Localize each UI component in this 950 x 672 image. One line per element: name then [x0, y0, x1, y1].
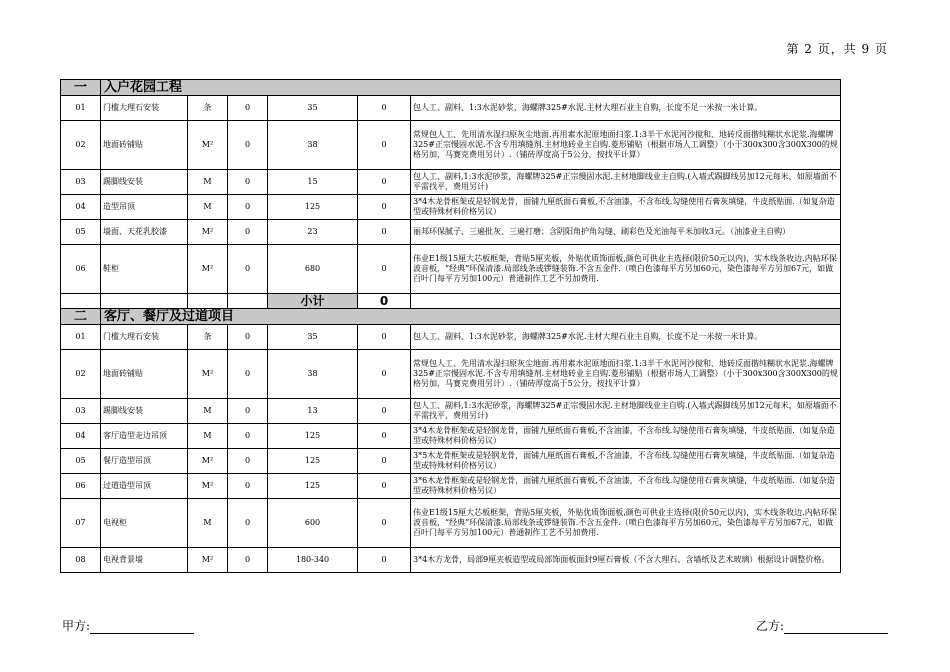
table-row: 01 门槛大理石安装 条 0 35 0 包人工、副料、1:3水泥砂浆，海螺牌325#水泥.主材大理石业主自购，长度不足一米按一米计算。: [61, 325, 841, 350]
party-a-label: 甲方:: [62, 619, 91, 633]
table-row: 04 客厅造型走边吊顶 M 0 125 0 3*4木龙骨框架或是轻钢龙骨，面铺九厘纸面石膏板,不含油漆，不含布线.勾缝使用石膏灰填缝，牛皮纸贴面.（如复杂造型或特殊材料价格另议）: [61, 424, 841, 449]
table-row: 03 踢脚线安装 M 0 13 0 包人工、副料,1:3水泥砂浆，海螺牌325#正宗慢固水泥.主材地脚线业主自购.(入墙式踢脚线另加12元每米，如原墙面不平需找平，费用另计): [61, 399, 841, 424]
table-row: 05 墙面、天花乳胶漆 M² 0 23 0 丽邦环保腻子、三遍批灰、三遍打磨；含阴阳角护角勾缝、刷彩色及光油每平米加收3元。（油漆业主自购）: [61, 220, 841, 245]
table-row: 06 鞋柜 M² 0 680 0 伟业E1级15厘大芯板框架，背贴5厘夹板，外贴优质饰面板,颜色可供业主选择(限价50元以内)，实木线条收边.内帖环保波音板，“经典”环保清漆.局部线条或锣缝装饰.不含五金件.（喷白色漆每平方另加60元，染色漆每平方另加67元，如做百叶门每平方另加100元）普通制作工艺不另加费用.: [61, 245, 841, 294]
subtotal-value: 0: [358, 294, 411, 309]
table-row: 05 餐厅造型吊顶 M² 0 125 0 3*5木龙骨框架或是轻钢龙骨，面铺九厘纸面石膏板,不含油漆，不含布线.勾缝使用石膏灰填缝，牛皮纸贴面.（如复杂造型或特殊材料价格另议）: [61, 449, 841, 474]
subtotal-label: 小计: [268, 294, 358, 309]
table-row: 01 门槛大理石安装 条 0 35 0 包人工、副料、1:3水泥砂浆，海螺牌325#水泥.主材大理石业主自购，长度不足一米按一米计算。: [61, 96, 841, 121]
table-row: 02 地面砖铺贴 M² 0 38 0 常规包人工、先用清水湿扫原灰尘地面.再用素水泥原地面扫浆.1:3半干水泥河沙搅和、地砖反面揩纯糊状水泥浆.海螺牌325#正宗慢固水泥.不含专用填缝剂.主材地砖业主自购.菱形铺贴（根据市场人工调整）（小于300x300含300X300的规格另加，马赛克费用另计）.（铺砖厚度高于5公分，按找平计算）: [61, 350, 841, 399]
table-row: 03 踢脚线安装 M 0 15 0 包人工、副料,1:3水泥砂浆，海螺牌325#正宗慢固水泥.主材地脚线业主自购.(入墙式踢脚线另加12元每米，如原墙面不平需找平，费用另计): [61, 170, 841, 195]
page-indicator: 第 2 页，共 9 页: [786, 42, 888, 56]
table-row: 06 过道造型吊顶 M² 0 125 0 3*6木龙骨框架或是轻钢龙骨，面铺九厘纸面石膏板,不含油漆，不含布线.勾缝使用石膏灰填缝，牛皮纸贴面.（如复杂造型或特殊材料价格另议）: [61, 474, 841, 499]
table-row: 07 电视柜 M 0 600 0 伟业E1级15厘大芯板框架，背贴5厘夹板，外贴优质饰面板,颜色可供业主选择(限价50元以内)，实木线条收边.内帖环保波音板，“经典”环保清漆.局部线条或锣缝装饰.不含五金件.（喷白色漆每平方另加60元，染色漆每平方另加67元，如做百叶门每平方另加100元）普通制作工艺不另加费用.: [61, 499, 841, 548]
party-b-signature: [756, 617, 888, 634]
party-b-signature-line[interactable]: [784, 621, 888, 634]
table-row: 08 电视背景墙 M² 0 180-340 0 3*4木方龙骨，局部9厘夹板造型或局部饰面板面封9厘石膏板（不含大理石、含墙纸及艺术玻璃）根据设计调整价格。: [61, 548, 841, 573]
section-header: [61, 80, 841, 96]
party-b-label: 乙方:: [755, 619, 784, 633]
table-row: 02 地面砖铺贴 M² 0 38 0 常规包人工、先用清水湿扫原灰尘地面.再用素水泥原地面扫浆.1:3半干水泥河沙搅和、地砖反面揩纯糊状水泥浆.海螺牌325#正宗慢固水泥.不含专用填缝剂.主材地砖业主自购.菱形铺贴（根据市场人工调整）（小于300x300含300X300的规格另加，马赛克费用另计）.（铺砖厚度高于5公分，按找平计算）: [61, 121, 841, 170]
section-title: 客厅、餐厅及过道项目: [101, 309, 841, 325]
party-a-signature: [62, 617, 194, 634]
subtotal-row: [61, 294, 841, 309]
party-a-signature-line[interactable]: [90, 621, 194, 634]
table-row: 04 造型吊顶 M 0 125 0 3*4木龙骨框架或是轻钢龙骨，面铺九厘纸面石膏板,不含油漆，不含布线.勾缝使用石膏灰填缝，牛皮纸贴面.（如复杂造型或特殊材料价格另议）: [61, 195, 841, 220]
section-header: [61, 309, 841, 325]
quotation-table: [60, 79, 841, 573]
section-title: 入户花园工程: [101, 80, 841, 96]
section-number: 二: [61, 309, 101, 325]
section-number: 一: [61, 80, 101, 96]
